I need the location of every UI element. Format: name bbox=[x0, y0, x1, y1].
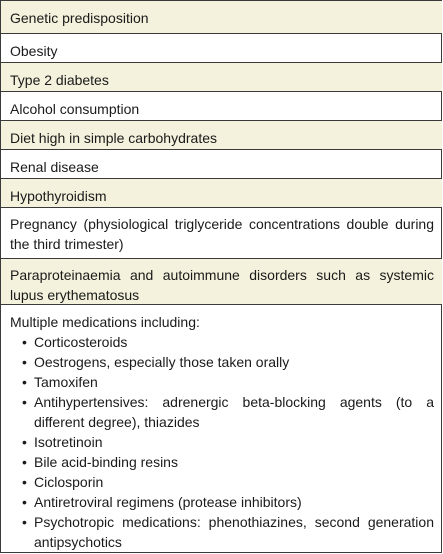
row-text: Hypothyroidism bbox=[10, 188, 107, 204]
row-text: Paraproteinaemia and autoimmune disorders such as systemic lupus erythematosus bbox=[10, 267, 434, 303]
medication-item: • Ciclosporin bbox=[10, 472, 434, 492]
medication-item: • Bile acid-binding resins bbox=[10, 452, 434, 472]
medication-item: • Antiretroviral regimens (protease inhibitors) bbox=[10, 492, 434, 512]
row-text: Alcohol consumption bbox=[10, 101, 140, 117]
row-text: Pregnancy (physiological triglyceride concentrations double during the third trimester) bbox=[10, 216, 434, 252]
table-row bbox=[1, 208, 442, 259]
table-row bbox=[1, 92, 442, 121]
row-text: Genetic predisposition bbox=[10, 10, 149, 26]
row-text: Renal disease bbox=[10, 159, 99, 175]
medication-item: • Oestrogens, especially those taken orally bbox=[10, 352, 434, 372]
medications-intro: Multiple medications including: bbox=[10, 314, 200, 330]
medication-item: • Psychotropic medications: phenothiazines, second generation antipsychotics bbox=[10, 512, 434, 552]
table-row bbox=[1, 179, 442, 208]
medication-item: • Antihypertensives: adrenergic beta-blocking agents (to a different degree), thiazides bbox=[10, 392, 434, 432]
row-text: Diet high in simple carbohydrates bbox=[10, 130, 217, 146]
medication-item: • Tamoxifen bbox=[10, 372, 434, 392]
medications-list bbox=[10, 332, 434, 552]
table-row bbox=[1, 1, 442, 34]
row-text: Type 2 diabetes bbox=[10, 72, 109, 88]
table-row bbox=[1, 63, 442, 92]
medication-item: • Corticosteroids bbox=[10, 332, 434, 352]
table-row bbox=[1, 121, 442, 150]
medication-item: • Isotretinoin bbox=[10, 432, 434, 452]
table-row bbox=[1, 259, 442, 305]
table-row bbox=[1, 150, 442, 179]
row-text: Obesity bbox=[10, 43, 58, 59]
table-row bbox=[1, 34, 442, 63]
medications-row bbox=[1, 305, 442, 552]
